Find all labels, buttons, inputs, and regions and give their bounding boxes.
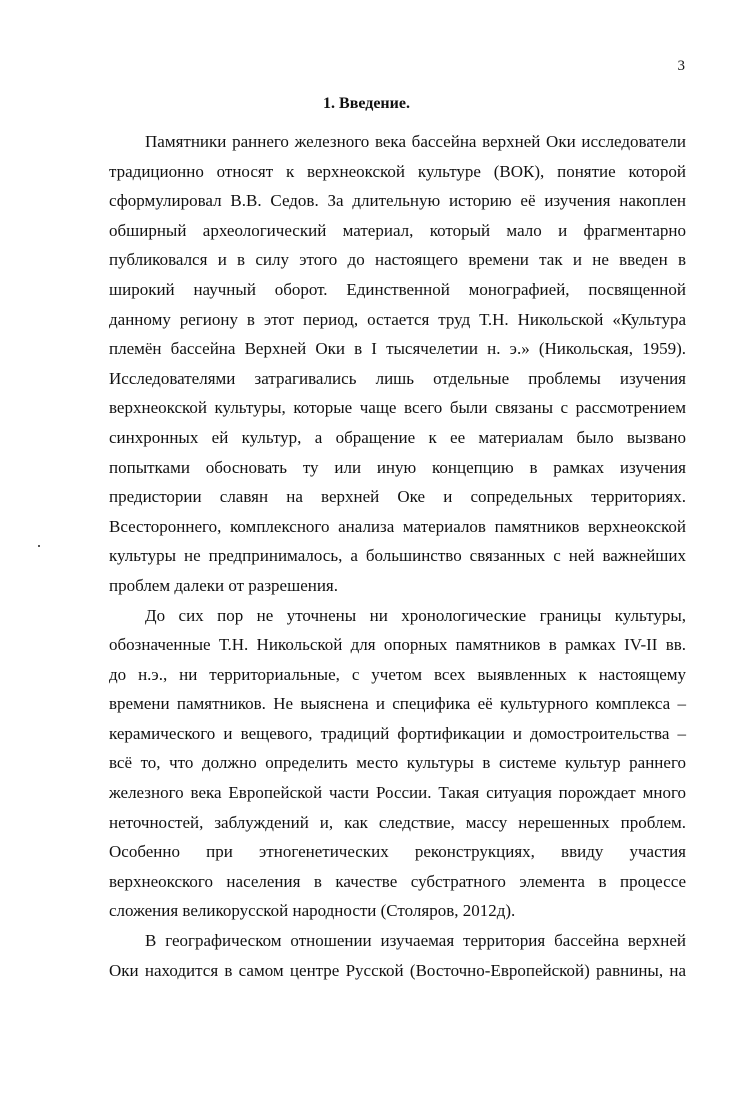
text-line: Всестороннего, комплексного анализа материалов памятников верхнеокской bbox=[109, 516, 686, 536]
text-line: всё то, что должно определить место культуры в системе культур раннего bbox=[109, 753, 686, 773]
text-line: обозначенные Т.Н. Никольской для опорных памятников в рамках IV-II вв. bbox=[109, 635, 686, 655]
text-line: неточностей, заблуждений и, как следствие, массу нерешенных проблем. bbox=[109, 812, 686, 832]
page-number: 3 bbox=[677, 58, 685, 74]
text-line: предистории славян на верхней Оке и сопредельных территориях. bbox=[109, 487, 686, 507]
text-line: сформулировал В.В. Седов. За длительную историю её изучения накоплен bbox=[109, 191, 686, 211]
text-line: сложения великорусской народности (Столяров, 2012д). bbox=[109, 901, 516, 921]
text-line: традиционно относят к верхнеокской культуре (ВОК), понятие которой bbox=[109, 161, 686, 181]
text-line: племён бассейна Верхней Оки в I тысячелетии н. э.» (Никольская, 1959). bbox=[109, 339, 686, 359]
text-line: Особенно при этногенетических реконструкциях, ввиду участия bbox=[109, 842, 686, 862]
text-line: проблем далеки от разрешения. bbox=[109, 575, 339, 595]
text-line: До сих пор не уточнены ни хронологические границы культуры, bbox=[145, 605, 686, 625]
text-line: верхнеокского населения в качестве субстратного элемента в процессе bbox=[109, 871, 686, 891]
text-line: Оки находится в самом центре Русской (Восточно-Европейской) равнины, на bbox=[109, 960, 686, 980]
text-line: Исследователями затрагивались лишь отдельные проблемы изучения bbox=[109, 368, 686, 388]
text-line: синхронных ей культур, а обращение к ее материалам было вызвано bbox=[109, 427, 686, 447]
document-body bbox=[109, 127, 686, 985]
text-line: публиковался и в силу этого до настоящего времени так и не введен в bbox=[109, 250, 686, 270]
paragraph-1 bbox=[109, 127, 686, 601]
text-line: железного века Европейской части России. Такая ситуация порождает много bbox=[109, 783, 686, 803]
text-line: попытками обосновать ту или иную концепцию в рамках изучения bbox=[109, 457, 686, 477]
text-line: до н.э., ни территориальные, с учетом всех выявленных к настоящему bbox=[109, 664, 686, 684]
text-line: верхнеокской культуры, которые чаще всего были связаны с рассмотрением bbox=[109, 398, 686, 418]
paragraph-3 bbox=[109, 926, 686, 985]
text-line: времени памятников. Не выяснена и специфика её культурного комплекса – bbox=[109, 694, 686, 714]
text-line: В географическом отношении изучаемая территория бассейна верхней bbox=[145, 931, 686, 951]
text-line: обширный археологический материал, который мало и фрагментарно bbox=[109, 220, 686, 240]
margin-mark bbox=[38, 545, 40, 547]
text-line: Памятники раннего железного века бассейна верхней Оки исследователи bbox=[145, 132, 686, 151]
text-line: керамического и вещевого, традиций фортификации и домостроительства – bbox=[109, 723, 686, 743]
text-line: данному региону в этот период, остается труд Т.Н. Никольской «Культура bbox=[109, 309, 686, 329]
text-line: культуры не предпринималось, а большинство связанных с ней важнейших bbox=[109, 546, 686, 566]
section-heading: 1. Введение. bbox=[323, 95, 410, 112]
text-line: широкий научный оборот. Единственной монографией, посвященной bbox=[109, 279, 686, 299]
paragraph-2 bbox=[109, 601, 686, 927]
